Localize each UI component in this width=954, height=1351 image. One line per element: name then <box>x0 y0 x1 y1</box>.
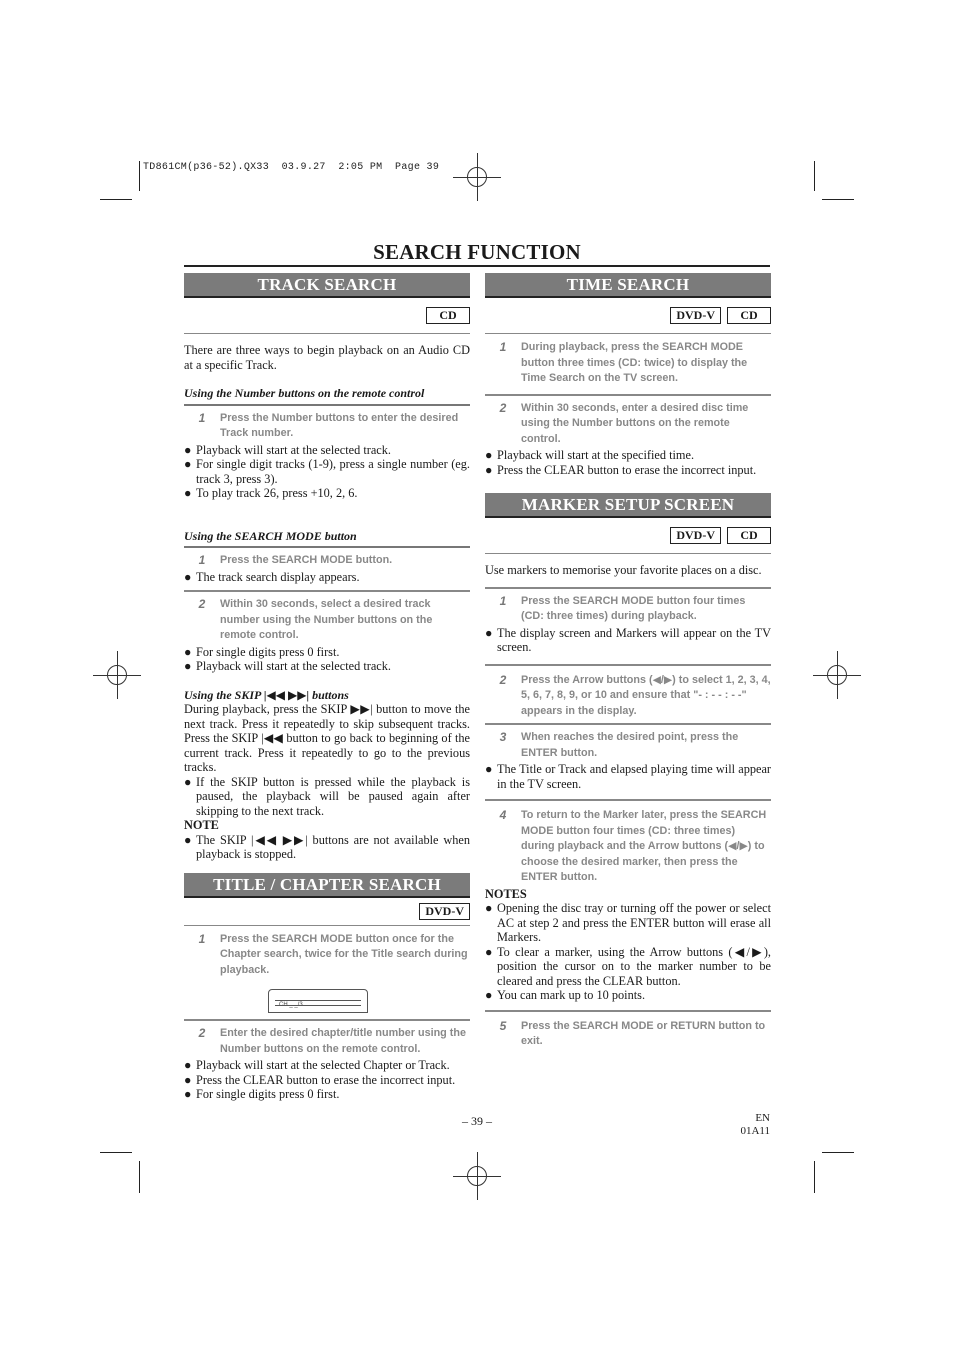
marker-setup-heading: MARKER SETUP SCREEN <box>485 493 771 518</box>
step-number: 1 <box>499 340 507 354</box>
registration-mark-icon <box>823 661 851 689</box>
registration-mark-icon <box>103 661 131 689</box>
step-text: During playback, press the SEARCH MODE button three times (CD: twice) to display the Time Search on the TV screen. <box>521 341 748 384</box>
cd-badge: CD <box>727 527 771 544</box>
dvd-v-badge: DVD-V <box>419 903 470 920</box>
step-text: Press the SEARCH MODE button once for the Chapter search, twice for the Title search during playback. <box>220 932 468 976</box>
list-item: ● You can mark up to 10 points. <box>485 988 646 1002</box>
right-column <box>485 273 771 1051</box>
language-code: EN <box>755 1112 770 1124</box>
divider <box>485 664 771 666</box>
list-item: ● Opening the disc tray or turning off the power or select AC at step 2 and press the ENTER button will erase all Markers. <box>485 901 771 944</box>
list-item: ● Playback will start at the selected Chapter or Track. <box>184 1058 450 1072</box>
list-item: ● If the SKIP button is pressed while the playback is paused, the playback will be paused again after skipping to the next track. <box>184 774 470 818</box>
document-code: 01A11 <box>740 1125 770 1137</box>
track-search-intro: There are three ways to begin playback on an Audio CD at a specific Track. <box>184 343 470 372</box>
step-text: To return to the Marker later, press the SEARCH MODE button four times (CD: three times) during playback and the Arrow buttons (◀/▶) to choose the desired marker, then press the ENTER button. <box>521 809 767 883</box>
step-text: Enter the desired chapter/title number using the Number buttons on the remote control. <box>220 1027 466 1055</box>
skip-subheading: Using the SKIP |◀◀ ▶▶| buttons <box>184 687 349 702</box>
list-item: ● The SKIP |◀◀ ▶▶| buttons are not available when playback is stopped. <box>184 832 470 861</box>
marker-setup-badges <box>485 527 771 544</box>
step <box>485 401 771 449</box>
step-text: Within 30 seconds, enter a desired disc time using the Number buttons on the remote control. <box>521 401 749 445</box>
step <box>184 411 470 443</box>
step <box>184 1026 470 1058</box>
step-number: 3 <box>499 730 507 744</box>
step-number: 2 <box>499 400 507 415</box>
page-number: – 39 – <box>462 1114 492 1128</box>
list-item: ● Playback will start at the selected track. <box>184 442 391 457</box>
track-search-heading: TRACK SEARCH <box>184 273 470 298</box>
skip-body: During playback, press the SKIP ▶▶| button to move the next track. Press it repeatedly to skip subsequent tracks. Press the SKIP |◀◀ button to go back to beginning of the current track. Press it repeatedly to go to the previous tracks. <box>184 702 470 774</box>
step-number: 4 <box>499 808 507 822</box>
dvd-v-badge: DVD-V <box>670 527 721 544</box>
step <box>184 597 470 645</box>
track-search-badges <box>184 307 470 324</box>
list-item: ● Press the CLEAR button to erase the incorrect input. <box>184 1072 456 1087</box>
time-search-heading: TIME SEARCH <box>485 273 771 298</box>
crop-mark <box>814 1161 815 1193</box>
crop-mark <box>814 161 815 191</box>
step-number: 2 <box>198 597 206 611</box>
cd-badge: CD <box>727 307 771 324</box>
step-text: Press the SEARCH MODE or RETURN button to exit. <box>521 1019 766 1047</box>
step <box>184 932 470 980</box>
registration-mark-icon <box>463 163 491 191</box>
search-mode-subheading: Using the SEARCH MODE button <box>184 529 470 549</box>
divider <box>485 333 771 334</box>
step-number: 1 <box>499 593 507 608</box>
list-item: ● Press the CLEAR button to erase the incorrect input. <box>485 462 757 477</box>
registration-mark-icon <box>463 1162 491 1190</box>
divider <box>184 1019 470 1021</box>
step-number: 5 <box>499 1018 507 1033</box>
list-item: ● For single digits press 0 first. <box>184 644 340 659</box>
page-title: SEARCH FUNCTION <box>373 240 581 264</box>
number-buttons-subheading: Using the Number buttons on the remote control <box>184 386 470 406</box>
title-chapter-badges <box>184 903 470 920</box>
list-item: ● To clear a marker, using the Arrow buttons (◀/▶), position the cursor on to the marker number to be cleared and press the CLEAR button. <box>485 944 771 988</box>
list-item: ● The track search display appears. <box>184 569 360 584</box>
crop-mark <box>822 1152 854 1153</box>
step-text: When reaches the desired point, press the ENTER button. <box>521 731 739 759</box>
print-header: TD861CM(p36-52).QX33 03.9.27 2:05 PM Page 39 <box>143 162 440 173</box>
step-number: 1 <box>198 410 206 425</box>
step <box>485 340 771 388</box>
divider <box>485 723 771 725</box>
list-item: ● The Title or Track and elapsed playing time will appear in the TV screen. <box>485 762 771 791</box>
crop-mark <box>139 161 140 191</box>
step-text: Press the Number buttons to enter the desired Track number. <box>220 411 459 439</box>
marker-intro: Use markers to memorise your favorite places on a disc. <box>485 563 762 577</box>
step <box>485 808 771 887</box>
divider <box>485 587 771 589</box>
step-number: 2 <box>499 672 507 687</box>
list-item: ● For single digits press 0 first. <box>184 1087 340 1101</box>
step-number: 1 <box>198 931 206 946</box>
crop-mark <box>822 199 854 200</box>
divider <box>184 333 470 334</box>
list-item: ● For single digit tracks (1-9), press a single number (eg. track 3, press 3). <box>184 457 470 486</box>
footer-codes <box>720 1112 770 1138</box>
title-rule <box>184 265 770 267</box>
osd-label: CH _ _/3 <box>279 1002 303 1008</box>
title-chapter-search-heading: TITLE / CHAPTER SEARCH <box>184 873 470 898</box>
step-text: Press the SEARCH MODE button four times (CD: three times) during playback. <box>521 594 746 622</box>
divider <box>485 1010 771 1012</box>
step-text: Press the Arrow buttons (◀/▶) to select 1, 2, 3, 4, 5, 6, 7, 8, 9, or 10 and ensure that "- : - - : - -" appears in the display. <box>521 673 771 717</box>
divider <box>184 590 470 592</box>
crop-mark <box>100 199 132 200</box>
step-number: 1 <box>198 553 206 567</box>
dvd-v-badge: DVD-V <box>670 307 721 324</box>
step <box>485 594 771 626</box>
cd-badge: CD <box>426 307 470 324</box>
crop-mark <box>139 1161 140 1193</box>
list-item: ● Playback will start at the specified time. <box>485 448 695 462</box>
list-item: ● The display screen and Markers will appear on the TV screen. <box>485 625 771 654</box>
step <box>485 673 771 721</box>
divider <box>485 799 771 801</box>
step-text: Press the SEARCH MODE button. <box>220 554 393 566</box>
step-number: 2 <box>198 1026 206 1040</box>
left-column <box>184 273 470 1102</box>
time-search-badges <box>485 307 771 324</box>
step <box>184 553 470 570</box>
notes-label: NOTES <box>485 886 527 901</box>
tv-screen-display <box>268 989 368 1013</box>
step <box>485 1019 771 1051</box>
list-item: ● To play track 26, press +10, 2, 6. <box>184 486 358 500</box>
step <box>485 730 771 762</box>
divider <box>485 553 771 554</box>
divider <box>485 394 771 396</box>
note-label: NOTE <box>184 818 219 832</box>
list-item: ● Playback will start at the selected track. <box>184 659 391 673</box>
crop-mark <box>100 1152 132 1153</box>
step-text: Within 30 seconds, select a desired track number using the Number buttons on the remote control. <box>220 598 433 641</box>
divider <box>184 925 470 926</box>
